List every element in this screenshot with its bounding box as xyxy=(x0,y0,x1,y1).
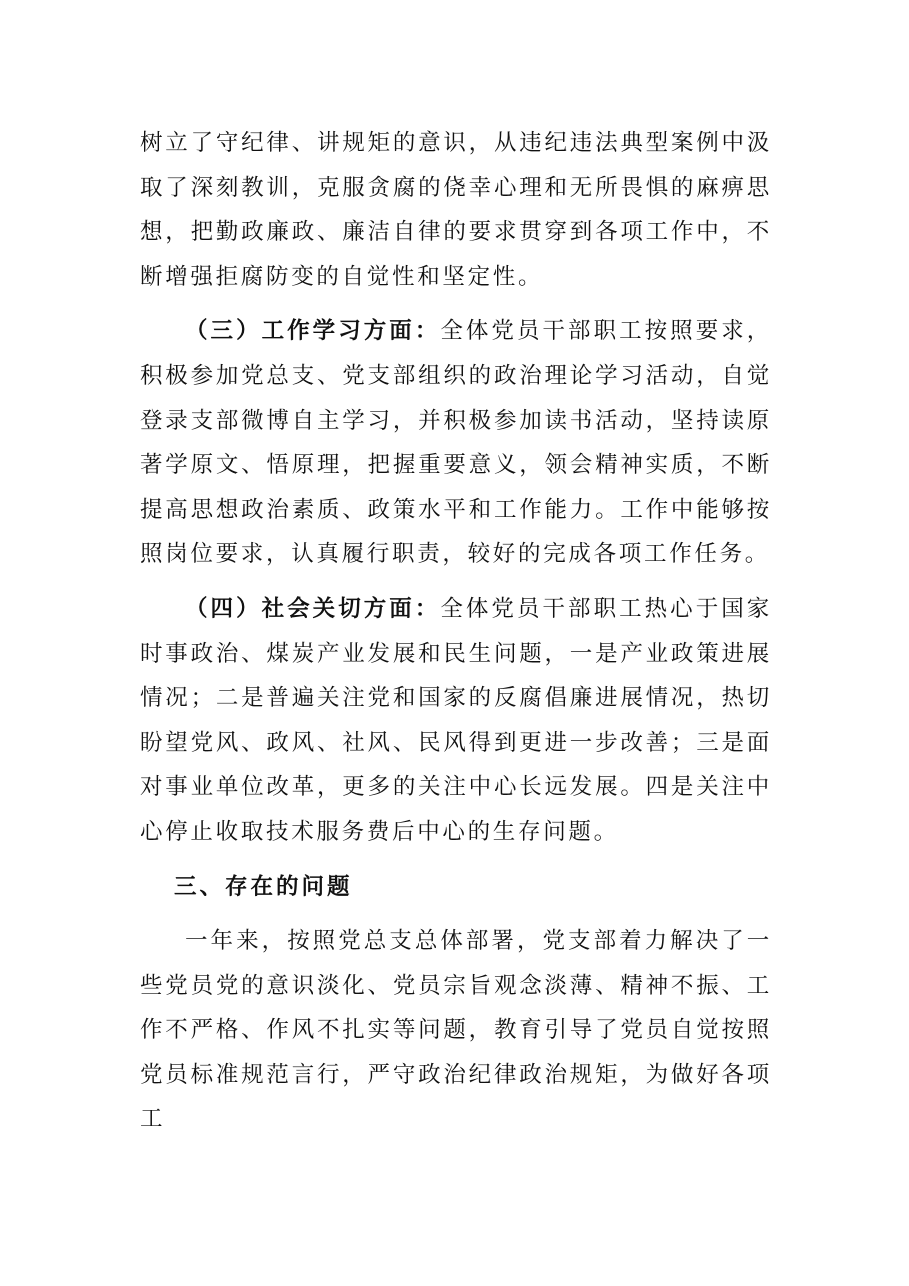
paragraph-work-study-text: 全体党员干部职工按照要求，积极参加党总支、党支部组织的政治理论学习活动，自觉登录支部微博自主学习，并积极参加读书活动，坚持读原著学原文、悟原理，把握重要意义，领会精神实质，不断提高思想政治素质、政策水平和工作能力。工作中能够按照岗位要求，认真履行职责，较好的完成各项工作任务。 xyxy=(140,318,772,568)
paragraph-social-concern-text: 全体党员干部职工热心于国家时事政治、煤炭产业发展和民生问题，一是产业政策进展情况；二是普遍关注党和国家的反腐倡廉进展情况，热切盼望党风、政风、社风、民风得到更进一步改善；三是面对事业单位改革，更多的关注中心长远发展。四是关注中心停止收取技术服务费后中心的生存问题。 xyxy=(140,595,772,845)
paragraph-gap xyxy=(140,577,772,587)
paragraph-gap xyxy=(140,909,772,919)
section-heading-problems xyxy=(140,865,772,910)
paragraph-problems-text: 一年来，按照党总支总体部署，党支部着力解决了一些党员党的意识淡化、党员宗旨观念淡薄、精神不振、工作不严格、作风不扎实等问题，教育引导了党员自觉按照党员标准规范言行，严守政治纪律政治规矩，为做好各项工 xyxy=(140,928,772,1133)
document-body xyxy=(140,121,772,1142)
paragraph-problems xyxy=(140,919,772,1142)
paragraph-gap xyxy=(140,855,772,865)
paragraph-social-concern-lead: （四）社会关切方面： xyxy=(185,595,441,622)
paragraph-gap xyxy=(140,299,772,309)
section-heading-problems-text: 三、存在的问题 xyxy=(174,873,353,900)
paragraph-integrity xyxy=(140,121,772,299)
paragraph-work-study xyxy=(140,309,772,577)
paragraph-integrity-text: 树立了守纪律、讲规矩的意识，从违纪违法典型案例中汲取了深刻教训，克服贪腐的侥幸心理和无所畏惧的麻痹思想，把勤政廉政、廉洁自律的要求贯穿到各项工作中，不断增强拒腐防变的自觉性和坚定性。 xyxy=(140,130,772,290)
paragraph-work-study-lead: （三）工作学习方面： xyxy=(185,318,441,345)
paragraph-social-concern xyxy=(140,587,772,855)
